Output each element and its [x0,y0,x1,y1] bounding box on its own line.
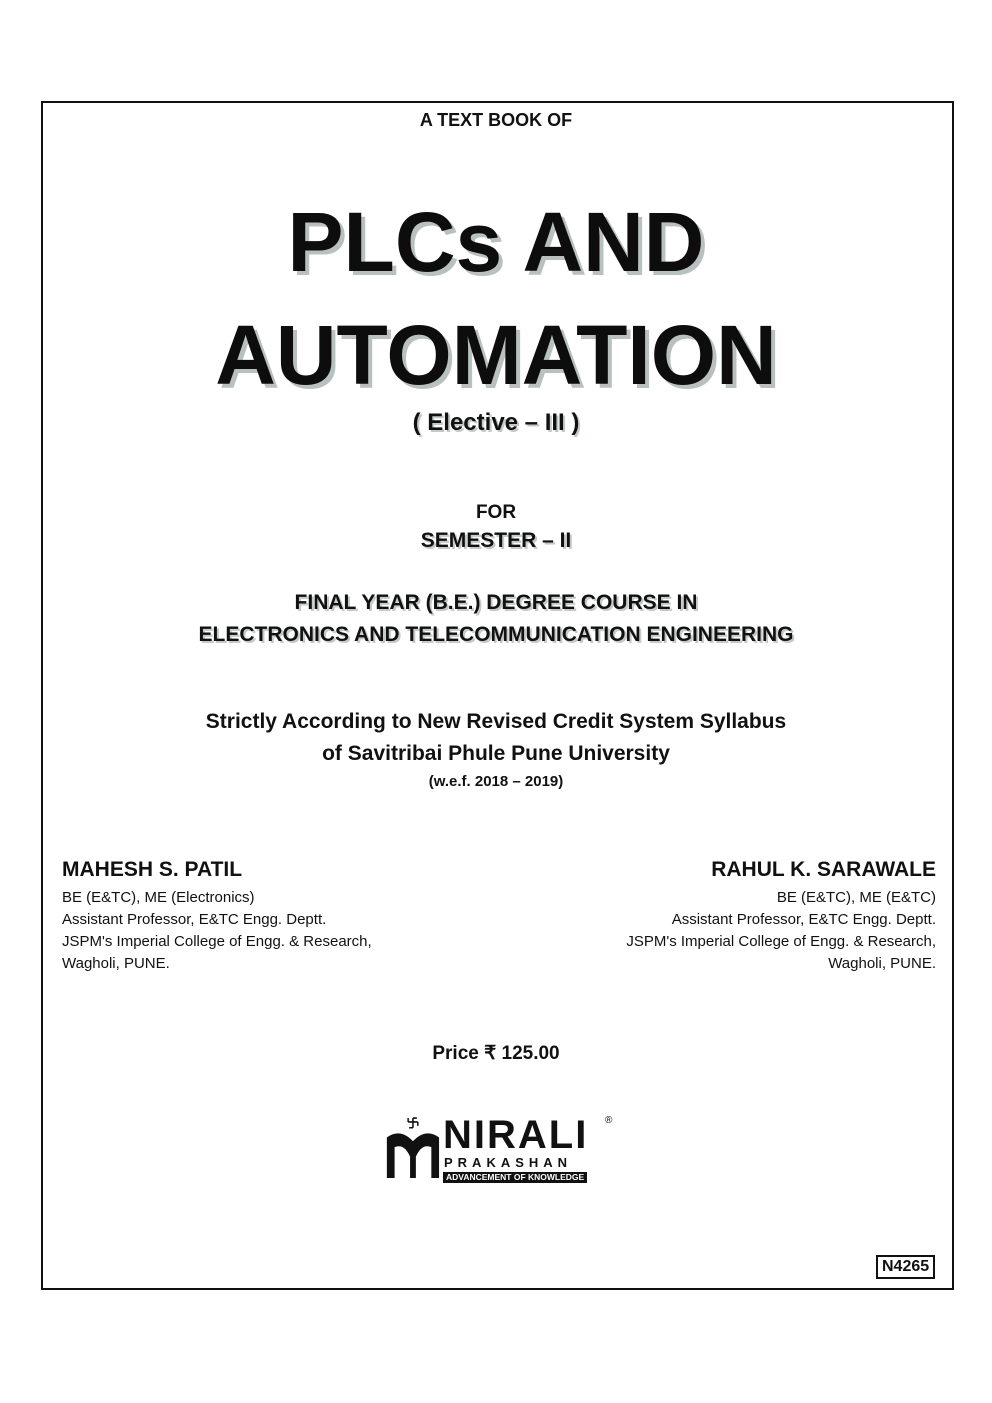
author-2 [626,855,936,975]
course-line-2: ELECTRONICS AND TELECOMMUNICATION ENGINEERING [198,623,794,646]
author-position: Assistant Professor, E&TC Engg. Deptt. [671,911,936,928]
author-name: RAHUL K. SARAWALE [711,858,936,881]
syllabus-line-1: Strictly According to New Revised Credit System Syllabus [205,710,787,733]
kicker: A TEXT BOOK OF [419,110,573,130]
syllabus-line-2: of Savitribai Phule Pune University [322,742,670,765]
price [0,1042,992,1065]
semester: SEMESTER – II [420,529,572,552]
author-college: JSPM's Imperial College of Engg. & Research, [62,933,372,950]
author-city: Wagholi, PUNE. [828,955,936,972]
price-amount: 125.00 [501,1043,560,1064]
subtitle: ( Elective – III ) [412,409,580,436]
price-label: Price [432,1043,479,1064]
publisher-logo [383,1113,623,1186]
title-line-1: PLCs AND [287,195,705,289]
title-line-2: AUTOMATION [215,308,777,402]
author-1 [62,855,372,975]
book-emblem-icon [383,1116,441,1182]
author-degree: BE (E&TC), ME (Electronics) [62,889,255,906]
author-name: MAHESH S. PATIL [62,858,243,881]
registered-icon: ® [605,1115,613,1126]
for-label: FOR [475,502,517,523]
wef: (w.e.f. 2018 – 2019) [428,773,564,790]
publisher-name: NIRALI [443,1113,589,1157]
publisher-tagline: ADVANCEMENT OF KNOWLEDGE [443,1172,587,1183]
course-line-1: FINAL YEAR (B.E.) DEGREE COURSE IN [294,591,698,614]
author-city: Wagholi, PUNE. [62,955,170,972]
rupee-symbol: ₹ [484,1043,497,1064]
author-position: Assistant Professor, E&TC Engg. Deptt. [62,911,327,928]
author-college: JSPM's Imperial College of Engg. & Research, [626,933,936,950]
author-degree: BE (E&TC), ME (E&TC) [776,889,936,906]
publisher-sub: PRAKASHAN [444,1155,573,1170]
book-code: N4265 [876,1255,935,1279]
